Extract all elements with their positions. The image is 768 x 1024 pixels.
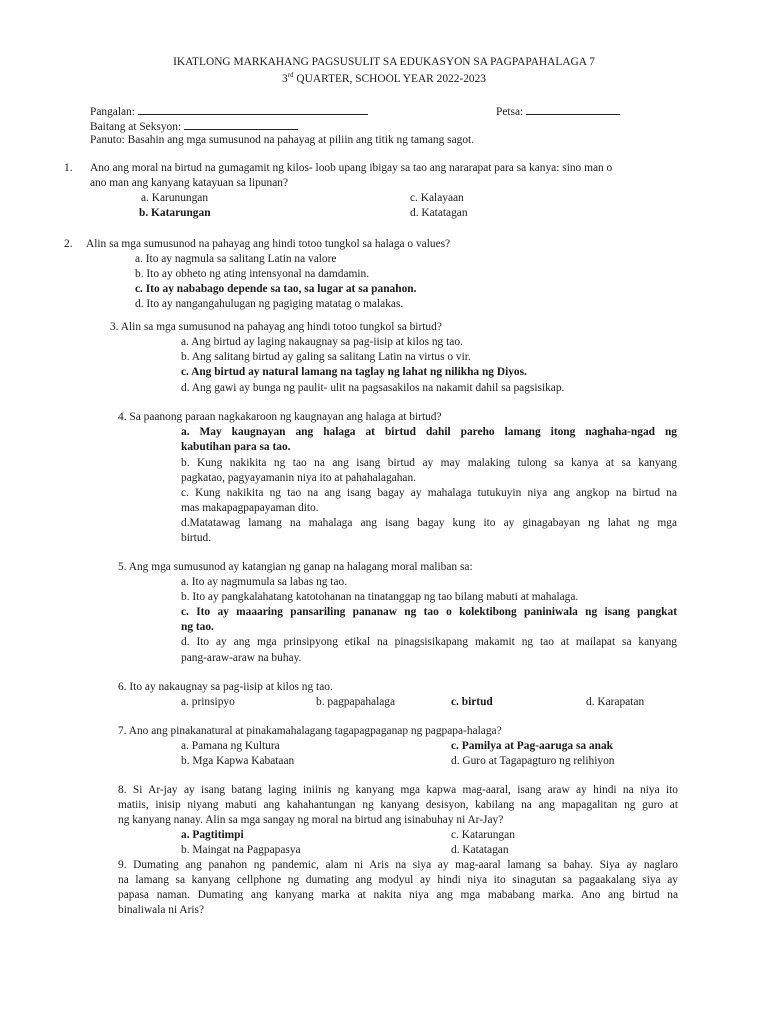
q7-option-c[interactable]: c. Pamilya at Pag-aaruga sa anak xyxy=(451,740,613,752)
q5-option-b[interactable]: b. Ito ay pangkalahatang katotohanan na tinatanggap ng tao bilang mabuti at mahalaga. xyxy=(181,591,579,603)
q7-option-a[interactable]: a. Pamana ng Kultura xyxy=(181,740,280,752)
q4-option-d-line1[interactable]: d.Matatawag lamang na mahalaga ang isang bagay kung ito ay ginagabayan ng lahat ng mga xyxy=(181,517,677,529)
q1-number: 1. xyxy=(64,162,73,174)
q5-option-a[interactable]: a. Ito ay nagmumula sa labas ng tao. xyxy=(181,576,348,588)
q3-option-b[interactable]: b. Ang salitang birtud ay galing sa salitang Latin na virtus o vir. xyxy=(181,351,471,363)
q8-option-a[interactable]: a. Pagtitimpi xyxy=(181,829,244,841)
q2-text: Alin sa mga sumusunod na pahayag ang hindi totoo tungkol sa halaga o values? xyxy=(86,238,451,250)
q1-text-line2: ano man ang kanyang katayuan sa lipunan? xyxy=(90,177,289,189)
grade-section-field xyxy=(90,119,298,133)
date-label: Petsa: xyxy=(496,106,524,118)
q6-option-d[interactable]: d. Karapatan xyxy=(586,696,645,708)
name-label: Pangalan: xyxy=(90,106,135,118)
q8-option-b[interactable]: b. Maingat na Pagpapasya xyxy=(181,844,301,856)
q5-text: 5. Ang mga sumusunod ay katangian ng ganap na halagang moral maliban sa: xyxy=(118,561,473,573)
grade-section-blank[interactable] xyxy=(184,119,298,130)
q4-text: 4. Sa paanong paraan nagkakaroon ng kaugnayan ang halaga at birtud? xyxy=(118,411,442,423)
date-field xyxy=(496,104,620,118)
q2-number: 2. xyxy=(64,238,73,250)
q3-option-c[interactable]: c. Ang birtud ay natural lamang na taglay ng lahat ng nilikha ng Diyos. xyxy=(181,366,527,378)
q9-text-line3: papasa naman. Dumating ang kanyang marka at nakita niya ang mga mababang marka. Ano ang birtud na xyxy=(118,889,678,901)
q1-option-a[interactable]: a. Karunungan xyxy=(141,192,209,204)
name-field xyxy=(90,104,368,118)
q3-option-a[interactable]: a. Ang birtud ay laging nakaugnay sa pag-iisip at kilos ng tao. xyxy=(181,336,463,348)
q3-text: 3. Alin sa mga sumusunod na pahayag ang hindi totoo tungkol sa birtud? xyxy=(110,321,442,333)
q1-text-line1: Ano ang moral na birtud na gumagamit ng kilos- loob upang ibigay sa tao ang nararapat para sa kanya: sino man o xyxy=(90,162,613,174)
quarter-number: 3 xyxy=(282,73,288,85)
q2-option-c[interactable]: c. Ito ay nababago depende sa tao, sa lugar at sa panahon. xyxy=(135,283,417,295)
q7-text: 7. Ano ang pinakanatural at pinakamahalagang tagapagpaganap ng pagpapa-halaga? xyxy=(118,725,502,737)
q9-text-line1: 9. Dumating ang panahon ng pandemic, alam ni Aris na siya ay mag-aaral lamang sa bahay. Siya ay naglaro xyxy=(118,859,678,871)
q8-text-line3: ng kanyang nanay. Alin sa mga sangay ng moral na birtud ang isinabuhay ni Ar-Jay? xyxy=(118,814,504,826)
q3-option-d[interactable]: d. Ang gawi ay bunga ng paulit- ulit na pagsasakilos na nakamit dahil sa pagsisikap. xyxy=(181,382,565,394)
school-year-line xyxy=(0,73,768,85)
q4-option-c-line2[interactable]: mas makapagpapayaman dito. xyxy=(181,502,319,514)
q8-text-line1: 8. Si Ar-jay ay isang batang laging iniinis ng kanyang mga kapwa mag-aaral, isang araw ay hindi na niya ito xyxy=(118,784,678,796)
q2-option-d[interactable]: d. Ito ay nangangahulugan ng pagiging matatag o malakas. xyxy=(135,298,404,310)
quarter-suffix: rd xyxy=(287,71,294,80)
q5-option-d-line2[interactable]: pang-araw-araw na buhay. xyxy=(181,652,302,664)
q6-option-c[interactable]: c. birtud xyxy=(451,696,493,708)
q8-option-d[interactable]: d. Katatagan xyxy=(451,844,509,856)
q6-option-b[interactable]: b. pagpapahalaga xyxy=(316,696,396,708)
q6-text: 6. Ito ay nakaugnay sa pag-iisip at kilos ng tao. xyxy=(118,681,333,693)
q9-text-line4: binaliwala ni Aris? xyxy=(118,904,205,916)
date-blank[interactable] xyxy=(526,104,620,115)
q1-option-c[interactable]: c. Kalayaan xyxy=(410,192,464,204)
q4-option-d-line2[interactable]: birtud. xyxy=(181,532,212,544)
name-blank[interactable] xyxy=(138,104,368,115)
q4-option-c-line1[interactable]: c. Kung nakikita ng tao na ang isang bagay ay mahalaga tutukuyin niya ang angkop na birtud na xyxy=(181,487,677,499)
q9-text-line2: na lamang sa kanyang cellphone ng dumating ang modyul ay hindi niya ito sinagutan sa pagaakalang siya ay xyxy=(118,874,678,886)
q2-option-a[interactable]: a. Ito ay nagmula sa salitang Latin na valore xyxy=(135,253,337,265)
q8-option-c[interactable]: c. Katarungan xyxy=(451,829,515,841)
q4-option-a-line2[interactable]: kabutihan para sa tao. xyxy=(181,441,291,453)
q6-option-a[interactable]: a. prinsipyo xyxy=(181,696,235,708)
q4-option-b-line2[interactable]: pagkatao, pagyayamanin niya ito at pahahalagahan. xyxy=(181,472,416,484)
q5-option-c-line2[interactable]: ng tao. xyxy=(181,621,214,633)
q5-option-c-line1[interactable]: c. Ito ay maaaring pansariling pananaw ng tao o kolektibong paniniwala ng isang pangkat xyxy=(181,606,677,618)
grade-section-label: Baitang at Seksyon: xyxy=(90,121,182,133)
q7-option-b[interactable]: b. Mga Kapwa Kabataan xyxy=(181,755,295,767)
exam-title: IKATLONG MARKAHANG PAGSUSULIT SA EDUKASYON SA PAGPAPAHALAGA 7 xyxy=(173,56,595,68)
q1-option-b[interactable]: b. Katarungan xyxy=(139,207,211,219)
q4-option-a-line1[interactable]: a. May kaugnayan ang halaga at birtud dahil pareho lamang itong naghaha-ngad ng xyxy=(181,426,677,438)
q4-option-b-line1[interactable]: b. Kung nakikita ng tao na ang isang birtud ay may malaking tulong sa kanya at sa kanyang xyxy=(181,457,677,469)
q7-option-d[interactable]: d. Guro at Tagapagturo ng relihiyon xyxy=(451,755,615,767)
quarter-rest: QUARTER, SCHOOL YEAR 2022-2023 xyxy=(293,73,486,85)
q2-option-b[interactable]: b. Ito ay obheto ng ating intensyonal na damdamin. xyxy=(135,268,370,280)
instructions: Panuto: Basahin ang mga sumusunod na pahayag at piliin ang titik ng tamang sagot. xyxy=(90,134,475,146)
q5-option-d-line1[interactable]: d. Ito ay ang mga prinsipyong etikal na pinagsisikapang makamit ng tao at mailapat sa kanyang xyxy=(181,636,677,648)
q8-text-line2: matiis, inisip niyang mabuti ang kahahantungan ng kanyang desisyon, kabilang na ang mapagalitan ng guro at xyxy=(118,799,678,811)
q1-option-d[interactable]: d. Katatagan xyxy=(410,207,468,219)
